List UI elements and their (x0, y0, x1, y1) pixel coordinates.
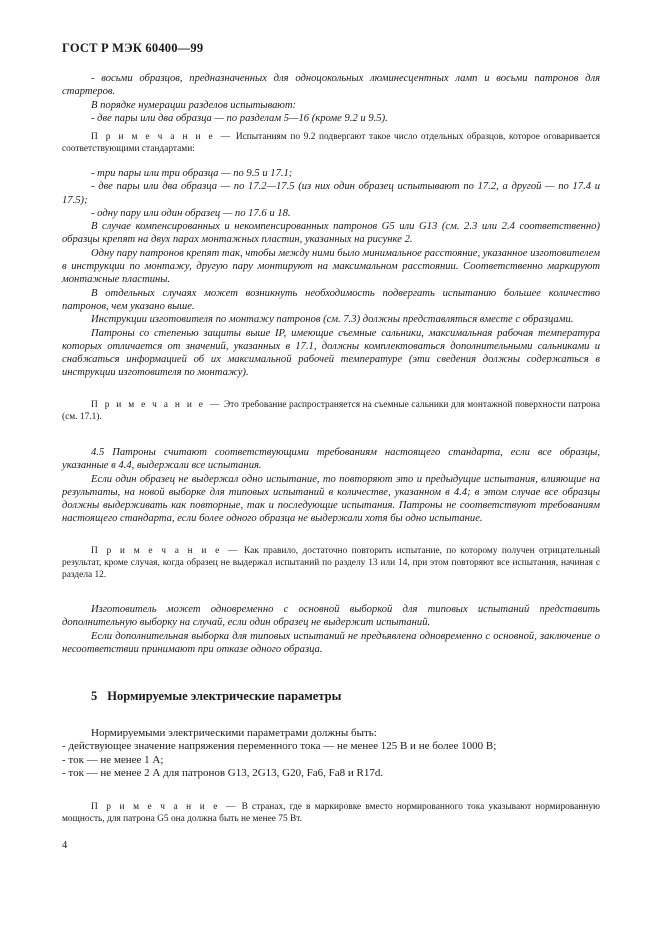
list-item: - ток — не менее 1 А; (62, 753, 164, 766)
paragraph: - две пары или два образца — по разделам 5—16 (кроме 9.2 и 9.5). (91, 112, 388, 124)
note-4 (62, 801, 600, 825)
paragraph: В порядке нумерации разделов испытывают: (91, 99, 297, 111)
paragraph: - одну пару или один образец — по 17.6 и 18. (91, 207, 291, 219)
paragraph: - восьми образцов, предназначенных для одноцокольных люминесцентных ламп и восьми патронов для стартеров. (62, 73, 600, 98)
paragraph: В отдельных случаях может возникнуть необходимость подвергать испытанию большее количество патронов, чем указано выше. (62, 287, 600, 312)
test-requirements (62, 167, 600, 380)
note-label: П р и м е ч а н и е — (91, 546, 240, 556)
list-item: - действующее значение напряжения переменного тока — не менее 125 В и не более 1000 В; (62, 740, 497, 753)
paragraph: Если один образец не выдержал одно испытание, то повторяют это и предыдущие испытания, влияющие на результаты, на новой выборке для типовых испытаний в количестве, указанном в 4.4; в этом случае все образцы должны выдерживать как повторные, так и последующие испытания. Патроны не соответствуют требованиям настоящего стандарта, если более одного образца не выдержали хотя бы одно испытание. (62, 473, 600, 525)
note-3 (62, 545, 600, 582)
note-text: Как правило, достаточно повторить испытание, по которому получен отрицательный результат, кроме случая, когда образец не выдержал испытаний по разделу 13 или 14, при этом повторяют все испытания, начиная с раздела 12. (62, 546, 601, 581)
note-label: П р и м е ч а н и е — (91, 802, 238, 812)
note-text: Это требование распространяется на съемные сальники для монтажной поверхности патрона (см. 17.1). (62, 400, 601, 423)
page-number: 4 (62, 840, 68, 851)
paragraph: Патроны со степенью защиты выше IP, имеющие съемные сальники, максимальная рабочая температура которых отличается от значений, указанных в 17.1, должны комплектоваться дополнительными сальниками и снабжаться информацией об их максимальной рабочей температуре (эти сведения должны содержаться в инструкции изготовителя по монтажу). (62, 327, 600, 379)
section-heading (91, 689, 341, 704)
paragraph: Инструкции изготовителя по монтажу патронов (см. 7.3) должны представляться вместе с образцами. (91, 314, 574, 326)
electrical-parameters (62, 727, 600, 781)
paragraph: - две пары или два образца — по 17.2—17.5 (из них один образец испытывают по 17.2, а другой — по 17.4 и 17.5); (62, 181, 600, 206)
note-1 (62, 131, 600, 155)
note-label: П р и м е ч а н и е — (91, 400, 222, 410)
paragraph: Изготовитель может одновременно с основной выборкой для типовых испытаний представить дополнительную выборку на случай, если один образец не выдержит испытаний. (62, 604, 600, 629)
paragraph: Нормируемыми электрическими параметрами должны быть: (91, 727, 377, 739)
note-text: В странах, где в маркировке вместо нормированного тока указывают нормированную мощность, для патрона G5 она должна быть не менее 75 Вт. (62, 802, 601, 825)
paragraph: 4.5 Патроны считают соответствующими требованиям настоящего стандарта, если все образцы, указанные в 4.4, выдержали все испытания. (62, 447, 600, 472)
section-number: 5 (91, 689, 98, 703)
paragraph: Одну пару патронов крепят так, чтобы между ними было минимальное расстояние, указанное изготовителем в инструкции по монтажу, другую пару монтируют на максимальном расстоянии. Соответственно маркируют монтажные пластины. (62, 247, 600, 286)
paragraph: - три пары или три образца — по 9.5 и 17.1; (91, 168, 293, 179)
paragraph: В случае компенсированных и некомпенсированных патронов G5 или G13 (см. 2.3 или 2.4 соответственно) образцы крепят на двух парах монтажных пластин, указанных на рисунке 2. (62, 221, 600, 246)
note-2 (62, 399, 600, 423)
note-text: Испытаниям по 9.2 подвергают такое число отдельных образцов, которое оговаривается соответствующими стандартами: (62, 132, 601, 155)
note-label: П р и м е ч а н и е — (91, 132, 233, 142)
document-header: ГОСТ Р МЭК 60400—99 (62, 41, 204, 55)
section-title: Нормируемые электрические параметры (107, 689, 342, 703)
paragraph: Если дополнительная выборка для типовых испытаний не предъявлена одновременно с основной, заключение о несоответствии принимают при отказе одного образца. (62, 630, 600, 655)
additional-sample (62, 603, 600, 656)
list-item: - ток — не менее 2 А для патронов G13, 2G13, G20, Fa6, Fa8 и R17d. (62, 767, 384, 780)
samples-list (62, 72, 600, 125)
clause-4-5 (62, 446, 600, 526)
